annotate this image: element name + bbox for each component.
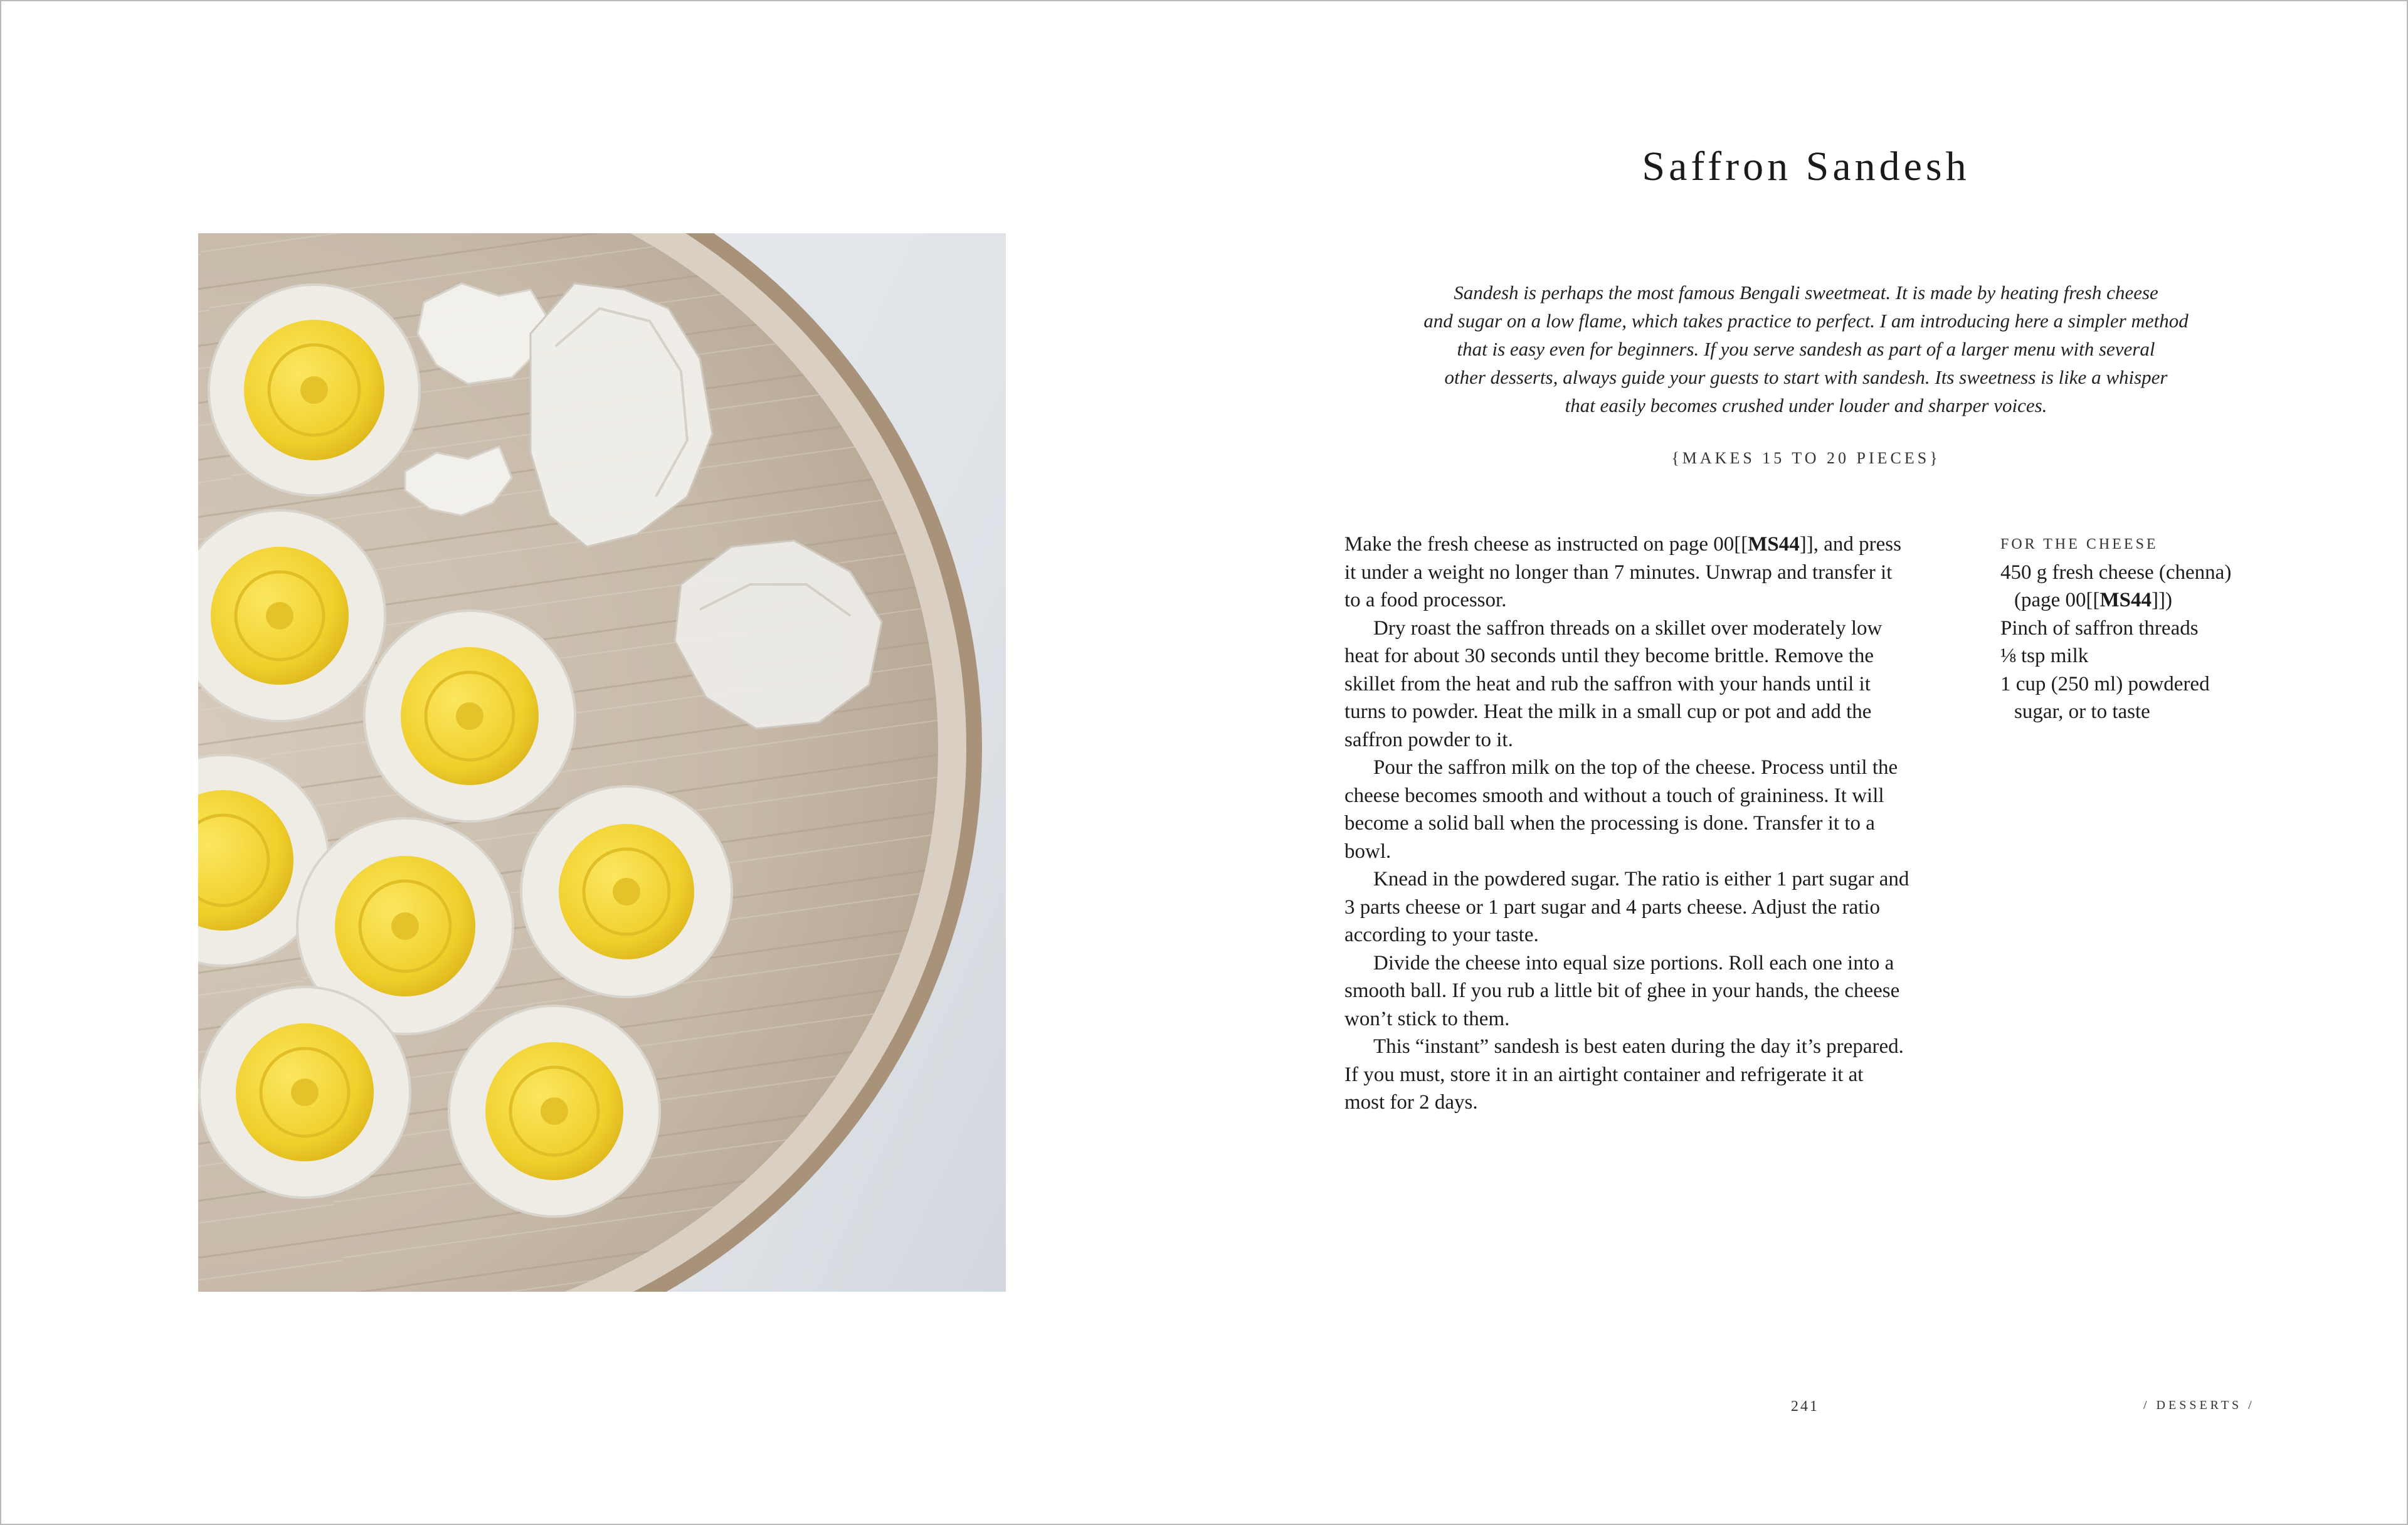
method-text [1344,530,1972,1117]
method-line: Divide the cheese into equal size portions. Roll each one into a [1373,951,1894,974]
method-line: Knead in the powdered sugar. The ratio is either 1 part sugar and [1373,868,1909,890]
ingredient-line: 1 cup (250 ml) powdered [2000,672,2210,695]
ingredient-line-text: ]]) [2152,589,2172,611]
method-line: heat for about 30 seconds until they become brittle. Remove the [1344,645,1874,667]
method-line: bowl. [1344,840,1391,863]
ingredients-list [2000,530,2251,726]
ingredient-line: Pinch of saffron threads [2000,616,2199,640]
method-line: 3 parts cheese or 1 part sugar and 4 parts cheese. Adjust the ratio [1344,895,1881,919]
recipe-yield: {MAKES 15 TO 20 PIECES} [1671,449,1941,467]
intro-line: Sandesh is perhaps the most famous Bengali sweetmeat. It is made by heating fresh cheese [1454,282,2158,303]
method-line: This “instant” sandesh is best eaten during the day it’s prepared. [1373,1035,1904,1058]
method-line: saffron powder to it. [1344,728,1513,751]
ingredients-heading: FOR THE CHEESE [2000,536,2158,552]
method-line: won’t stick to them. [1344,1007,1510,1030]
method-line: cheese becomes smooth and without a touch of graininess. It will [1344,784,1884,807]
method-line: smooth ball. If you rub a little bit of ghee in your hands, the cheese [1344,979,1900,1002]
ingredient-line-text: (page 00[[ [2014,589,2100,611]
ingredient-line: ⅛ tsp milk [2000,645,2089,667]
ingredient-line [2000,586,2251,615]
intro-line: that is easy even for beginners. If you serve sandesh as part of a larger menu with several [1457,338,2155,360]
intro-line: other desserts, always guide your guests to start with sandesh. Its sweetness is like a whisper [1444,366,2168,388]
page-number: 241 [1791,1398,1819,1415]
recipe-intro [1386,278,2226,420]
sandesh-tray-illustration [198,233,1006,1292]
intro-line: that easily becomes crushed under louder and sharper voices. [1565,394,2047,416]
ingredient-line: sugar, or to taste [2014,700,2150,723]
recipe-photo [198,233,1006,1292]
method-line [1344,530,1972,559]
cross-reference: MS44 [2099,589,2152,611]
method-line-text: ]], and press [1799,533,1901,556]
method-line: to a food processor. [1344,589,1507,611]
recipe-title: Saffron Sandesh [1642,144,1970,189]
method-line: skillet from the heat and rub the saffron with your hands until it [1344,672,1871,695]
ingredient-line: 450 g fresh cheese (chenna) [2000,561,2232,584]
method-line: Pour the saffron milk on the top of the cheese. Process until the [1373,756,1898,779]
method-line: turns to powder. Heat the milk in a small cup or pot and add the [1344,700,1872,723]
method-line: it under a weight no longer than 7 minutes. Unwrap and transfer it [1344,561,1893,584]
intro-line: and sugar on a low flame, which takes practice to perfect. I am introducing here a simpler method [1423,310,2189,332]
section-name: / DESSERTS / [2143,1398,2255,1412]
cross-reference: MS44 [1748,533,1800,556]
method-line: according to your taste. [1344,924,1539,946]
method-line: most for 2 days. [1344,1091,1478,1114]
method-line-text: Make the fresh cheese as instructed on page 00[[ [1344,533,1748,556]
method-line: If you must, store it in an airtight container and refrigerate it at [1344,1063,1864,1086]
method-line: Dry roast the saffron threads on a skillet over moderately low [1373,616,1883,640]
method-line: become a solid ball when the processing is done. Transfer it to a [1344,812,1875,835]
